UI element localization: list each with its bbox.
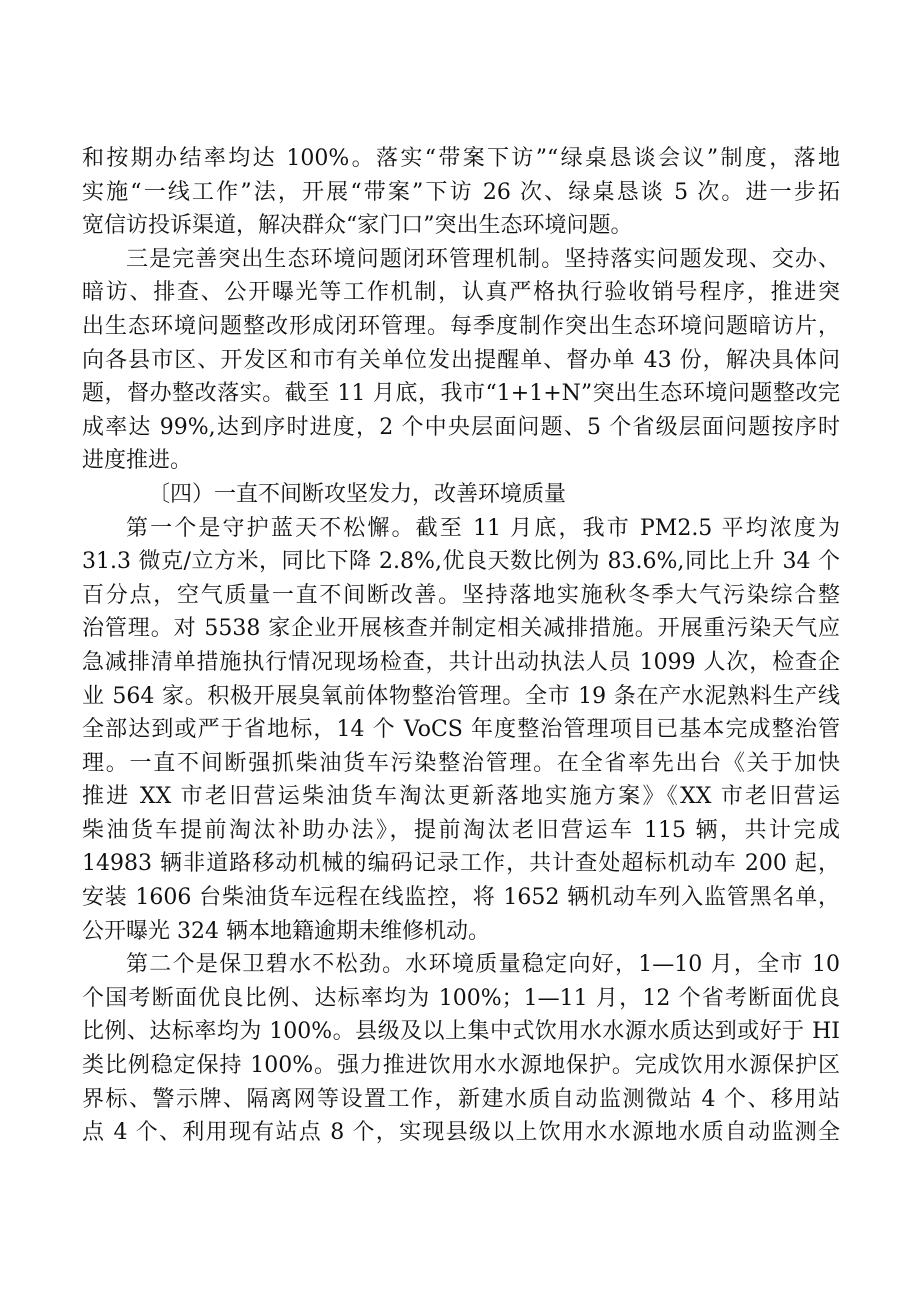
text-line: 个国考断面优良比例、达标率均为 100%；1—11 月，12 个省考断面优良 bbox=[82, 985, 840, 1011]
text-line: 和按期办结率均达 100%。落实“带案下访”“绿桌恳谈会议”制度，落地 bbox=[82, 146, 840, 171]
text-line: 进度推进。 bbox=[82, 448, 193, 474]
text-line: 类比例稳定保持 100%。强力推进饮用水水源地保护。完成饮用水源保护区 bbox=[82, 1053, 840, 1079]
text-line: 点 4 个、利用现有站点 8 个，实现县级以上饮用水水源地水质自动监测全 bbox=[82, 1120, 840, 1146]
text-line: 治管理。对 5538 家企业开展核查并制定相关减排措施。开展重污染天气应 bbox=[82, 616, 840, 642]
text-line: 比例、达标率均为 100%。县级及以上集中式饮用水水源水质达到或好于 HI bbox=[82, 1019, 840, 1045]
paragraph-start-line: 第二个是保卫碧水不松劲。水环境质量稳定向好，1—10 月，全市 10 bbox=[126, 952, 840, 978]
section-heading: 〔四）一直不间断攻坚发力，改善环境质量 bbox=[148, 481, 567, 507]
text-line: 百分点，空气质量一直不间断改善。坚持落地实施秋冬季大气污染综合整 bbox=[82, 582, 840, 608]
text-line: 安装 1606 台柴油货车远程在线监控，将 1652 辆机动车列入监管黑名单， bbox=[82, 885, 840, 911]
text-line: 31.3 微克/立方米，同比下降 2.8%,优良天数比例为 83.6%,同比上升 34 个 bbox=[82, 549, 840, 575]
text-line: 出生态环境问题整改形成闭环管理。每季度制作突出生态环境问题暗访片， bbox=[82, 313, 840, 339]
text-line: 推进 XX 市老旧营运柴油货车淘汰更新落地实施方案》《XX 市老旧营运 bbox=[82, 784, 840, 810]
text-line: 成率达 99%,达到序时进度，2 个中央层面问题、5 个省级层面问题按序时 bbox=[82, 414, 840, 440]
text-line: 理。一直不间断强抓柴油货车污染整治管理。在全省率先出台《关于加快 bbox=[82, 750, 840, 776]
text-line: 全部达到或严于省地标，14 个 VoCS 年度整治管理项目已基本完成整治管 bbox=[82, 717, 840, 743]
text-line: 公开曝光 324 辆本地籍逾期未维修机动。 bbox=[82, 918, 490, 944]
text-line: 急减排清单措施执行情况现场检查，共计出动执法人员 1099 人次，检查企 bbox=[82, 649, 840, 675]
text-line: 柴油货车提前淘汰补助办法》，提前淘汰老旧营运车 115 辆，共计完成 bbox=[82, 817, 840, 843]
text-line: 题，督办整改落实。截至 11 月底，我市“1+1+N”突出生态环境问题整改完 bbox=[82, 381, 840, 407]
text-line: 宽信访投诉渠道，解决群众“家门口”突出生态环境问题。 bbox=[82, 213, 633, 239]
text-line: 业 564 家。积极开展臭氧前体物整治管理。全市 19 条在产水泥熟料生产线 bbox=[82, 683, 840, 709]
document-body bbox=[82, 142, 840, 1150]
text-line: 14983 辆非道路移动机械的编码记录工作，共计查处超标机动车 200 起， bbox=[82, 851, 840, 877]
paragraph-start-line: 三是完善突出生态环境问题闭环管理机制。坚持落实问题发现、交办、 bbox=[126, 246, 840, 272]
text-line: 暗访、排查、公开曝光等工作机制，认真严格执行验收销号程序，推进突 bbox=[82, 280, 840, 306]
text-line: 向各县市区、开发区和市有关单位发出提醒单、督办单 43 份，解决具体问 bbox=[82, 347, 840, 373]
paragraph-start-line: 第一个是守护蓝天不松懈。截至 11 月底，我市 PM2.5 平均浓度为 bbox=[126, 515, 840, 541]
text-line: 界标、警示牌、隔离网等设置工作，新建水质自动监测微站 4 个、移用站 bbox=[82, 1086, 840, 1112]
text-line: 实施“一线工作”法，开展“带案”下访 26 次、绿桌恳谈 5 次。进一步拓 bbox=[82, 179, 840, 205]
